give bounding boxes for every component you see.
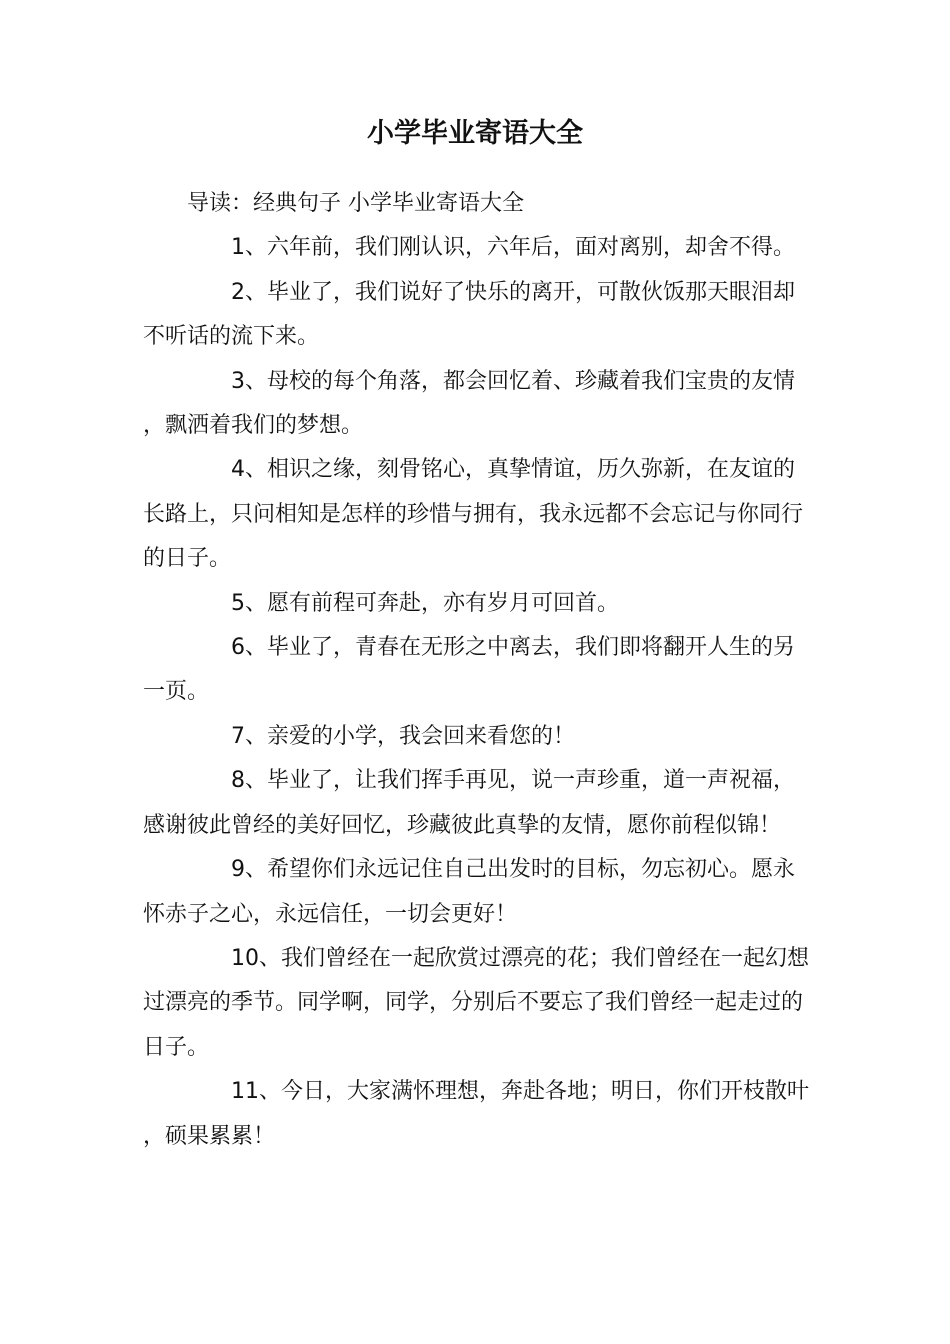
list-item: 5、愿有前程可奔赴，亦有岁月可回首。 <box>231 590 619 616</box>
list-item: 8、毕业了，让我们挥手再见，说一声珍重，道一声祝福，感谢彼此曾经的美好回忆，珍藏彼此真挚的友情，愿你前程似锦！ <box>143 768 795 838</box>
list-item: 6、毕业了，青春在无形之中离去，我们即将翻开人生的另一页。 <box>143 635 795 705</box>
list-item: 9、希望你们永远记住自己出发时的目标，勿忘初心。愿永怀赤子之心，永远信任，一切会更好！ <box>143 857 795 927</box>
list-item: 7、亲爱的小学，我会回来看您的！ <box>231 723 575 749</box>
document-body <box>143 182 811 1159</box>
list-item: 10、我们曾经在一起欣赏过漂亮的花；我们曾经在一起幻想过漂亮的季节。同学啊，同学，分别后不要忘了我们曾经一起走过的日子。 <box>143 945 809 1060</box>
list-item: 3、母校的每个角落，都会回忆着、珍藏着我们宝贵的友情，飘洒着我们的梦想。 <box>143 368 795 439</box>
list-item: 4、相识之缘，刻骨铭心，真挚情谊，历久弥新，在友谊的长路上，只问相知是怎样的珍惜与拥有，我永远都不会忘记与你同行的日子。 <box>143 457 804 572</box>
list-item: 2、毕业了，我们说好了快乐的离开，可散伙饭那天眼泪却不听话的流下来。 <box>143 279 795 350</box>
list-item: 1、六年前，我们刚认识，六年后，面对离别，却舍不得。 <box>231 235 795 261</box>
list-item: 11、今日，大家满怀理想，奔赴各地；明日，你们开枝散叶，硕果累累！ <box>143 1079 809 1149</box>
intro-paragraph: 导读：经典句子 小学毕业寄语大全 <box>187 191 524 216</box>
page-title: 小学毕业寄语大全 <box>367 118 583 149</box>
